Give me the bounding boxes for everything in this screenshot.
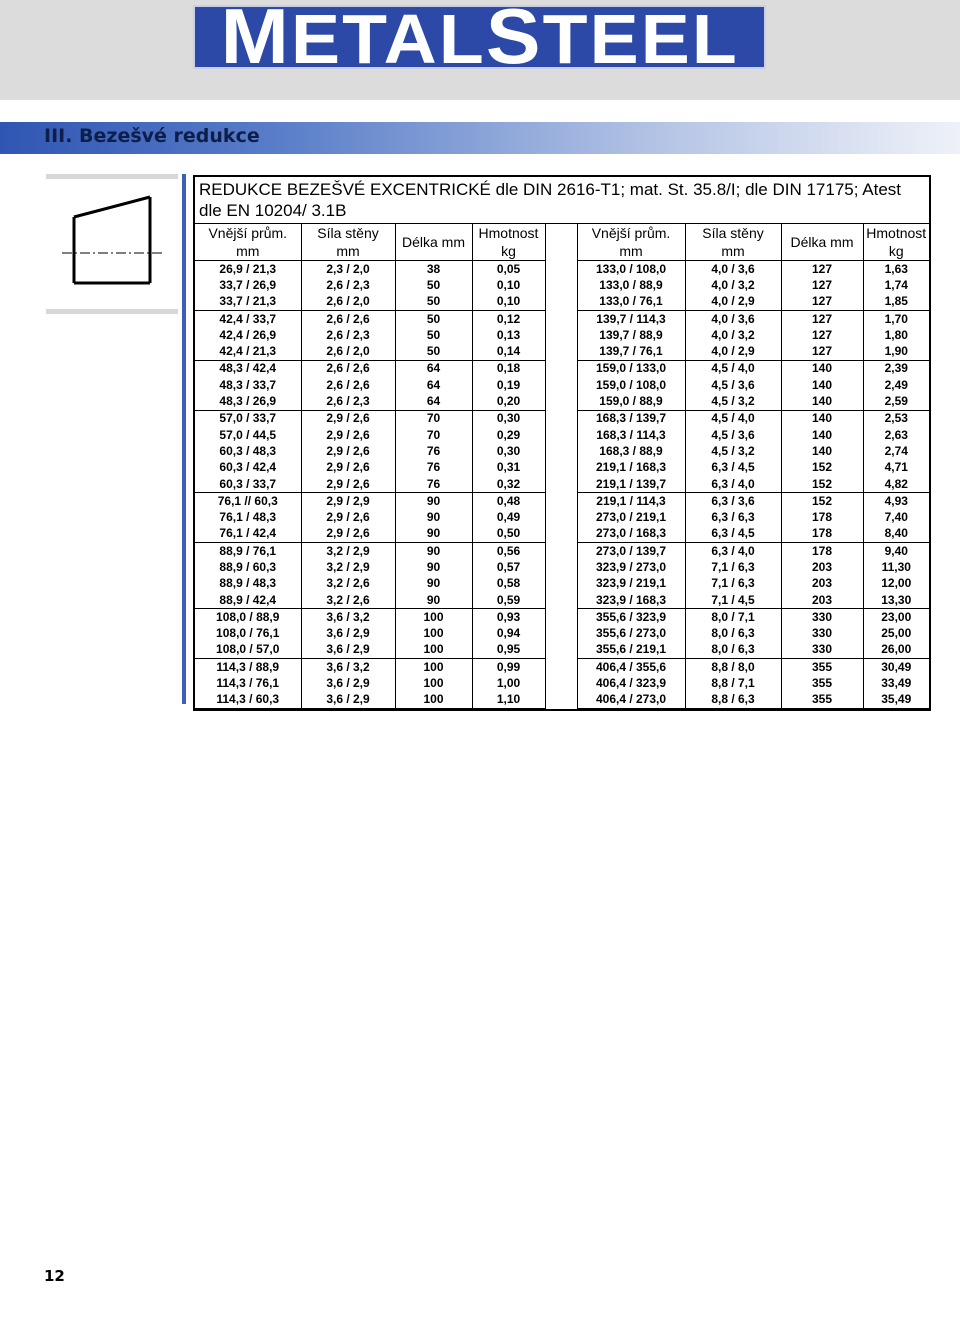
header-unit: mm [685,242,781,261]
table-cell: 2,6 / 2,0 [301,343,395,360]
eccentric-reducer-drawing [62,195,162,290]
table-cell: 3,6 / 3,2 [301,609,395,626]
table-cell: 4,5 / 3,2 [685,393,781,410]
table-cell: 152 [781,476,863,493]
table-cell: 50 [395,294,472,311]
table-cell: 100 [395,659,472,676]
table-cell: 4,0 / 2,9 [685,294,781,311]
table-cell: 2,74 [863,443,929,459]
table-cell: 3,6 / 2,9 [301,675,395,691]
table-cell: 152 [781,460,863,476]
table-cell: 2,9 / 2,6 [301,410,395,427]
table-cell: 26,9 / 21,3 [219,261,277,276]
table-cell: 2,6 / 2,3 [301,393,395,410]
table-cell: 0,18 [472,360,545,377]
table-cell: 8,0 / 7,1 [685,609,781,626]
table-cell: 0,19 [472,377,545,393]
table-cell: 50 [395,277,472,293]
table-cell: 2,49 [863,377,929,393]
column-gap [545,294,577,311]
table-cell: 0,12 [472,310,545,327]
table-cell: 90 [395,592,472,609]
metalsteel-logo [193,0,766,80]
table-cell: 90 [395,543,472,560]
table-cell: 13,30 [863,592,929,609]
table-row [195,509,929,525]
table-cell: 12,00 [863,576,929,592]
table-cell: 108,0 / 57,0 [195,642,301,659]
table-cell: 108,0 / 76,1 [216,626,280,641]
table-cell: 100 [395,675,472,691]
table-cell: 2,6 / 2,6 [301,310,395,327]
table-cell: 219,1 / 139,7 [577,476,685,493]
table-cell: 100 [395,692,472,709]
table-cell: 48,3 / 42,4 [219,361,277,376]
table-cell: 0,58 [472,576,545,592]
table-cell: 140 [781,360,863,377]
table-cell: 203 [781,559,863,575]
table-cell: 3,6 / 3,2 [301,659,395,676]
table-cell: 2,59 [863,393,929,410]
table-cell: 90 [395,493,472,510]
table-cell: 139,7 / 114,3 [596,311,666,326]
accent-line [182,174,186,704]
table-cell: 219,1 / 168,3 [595,460,667,475]
table-cell: 140 [781,393,863,410]
header-length: Délka mm [781,224,863,261]
table-cell: 100 [395,642,472,659]
table-cell: 323,9 / 219,1 [595,576,667,591]
column-gap [545,592,577,609]
section-title: III. Bezešvé redukce [44,125,260,147]
header-unit: kg [472,242,545,261]
table-cell: 273,0 / 219,1 [595,510,667,525]
table-cell: 76 [395,443,472,459]
table-row [195,493,929,510]
table-cell: 7,1 / 6,3 [685,576,781,592]
table-cell: 1,74 [863,277,929,293]
table-cell: 127 [781,310,863,327]
table-row [195,343,929,360]
table-row [195,360,929,377]
table-cell: 9,40 [863,543,929,560]
table-row [195,692,929,709]
table-cell: 406,4 / 355,6 [595,659,667,674]
table-cell: 140 [781,410,863,427]
table-cell: 0,05 [472,261,545,278]
table-cell: 178 [781,509,863,525]
table-cell: 7,40 [863,509,929,525]
table-row [195,460,929,476]
column-gap [545,224,577,261]
table-cell: 100 [395,609,472,626]
table-cell: 57,0 / 44,5 [219,427,277,442]
table-cell: 273,0 / 168,3 [577,526,685,543]
table-cell: 114,3 / 60,3 [195,692,301,709]
table-cell: 33,7 / 26,9 [219,277,277,292]
table-cell: 64 [395,377,472,393]
column-gap [545,626,577,642]
table-cell: 2,9 / 2,6 [301,460,395,476]
table-cell: 203 [781,576,863,592]
table-cell: 2,9 / 2,6 [301,509,395,525]
table-cell: 178 [781,526,863,543]
table-cell: 114,3 / 76,1 [216,676,280,691]
table-cell: 140 [781,443,863,459]
table-cell: 1,63 [863,261,929,278]
table-cell: 25,00 [863,626,929,642]
table-cell: 8,8 / 8,0 [685,659,781,676]
table-row [195,261,929,278]
header-unit: mm [301,242,395,261]
table-cell: 0,20 [472,393,545,410]
header-unit: mm [195,242,301,261]
table-cell: 0,48 [472,493,545,510]
table-cell: 140 [781,427,863,443]
table-cell: 3,2 / 2,9 [301,559,395,575]
table-cell: 0,32 [472,476,545,493]
table-row [195,476,929,493]
table-cell: 0,50 [472,526,545,543]
table-row [195,626,929,642]
table-title: REDUKCE BEZEŠVÉ EXCENTRICKÉ dle DIN 2616-T1; mat. St. 35.8/I; dle DIN 17175; Atest dle EN 10204/ 3.1B [195,177,929,224]
table-cell: 70 [395,410,472,427]
table-row [195,310,929,327]
table-cell: 0,93 [472,609,545,626]
table-cell: 2,3 / 2,0 [301,261,395,278]
table-cell: 330 [781,626,863,642]
table-cell: 2,6 / 2,3 [301,277,395,293]
table-cell: 60,3 / 42,4 [219,460,277,475]
table-cell: 127 [781,261,863,278]
table-cell: 64 [395,360,472,377]
table-cell: 8,8 / 7,1 [685,675,781,691]
table-cell: 88,9 / 42,4 [195,592,301,609]
table-cell: 11,30 [863,559,929,575]
table-row [195,427,929,443]
column-gap [545,443,577,459]
column-gap [545,277,577,293]
table-cell: 1,85 [863,294,929,311]
table-cell: 127 [781,343,863,360]
table-cell: 76,1 // 60,3 [217,493,278,508]
table-cell: 159,0 / 133,0 [595,361,667,376]
table-cell: 76,1 / 42,4 [195,526,301,543]
table-cell: 6,3 / 4,5 [685,526,781,543]
header-weight: Hmotnost [472,224,545,242]
table-cell: 2,6 / 2,0 [301,294,395,311]
table-cell: 4,82 [863,476,929,493]
table-row [195,294,929,311]
table-cell: 159,0 / 88,9 [577,393,685,410]
table-row [195,642,929,659]
table-cell: 48,3 / 33,7 [219,377,277,392]
table-cell: 100 [395,626,472,642]
table-cell: 76 [395,460,472,476]
table-cell: 168,3 / 114,3 [596,427,666,442]
table-cell: 88,9 / 48,3 [219,576,277,591]
table-cell: 140 [781,377,863,393]
table-cell: 8,0 / 6,3 [685,626,781,642]
table-cell: 33,49 [863,675,929,691]
divider-bottom [46,309,178,314]
table-cell: 406,4 / 273,0 [577,692,685,709]
table-cell: 4,0 / 3,6 [685,261,781,278]
table-cell: 0,30 [472,443,545,459]
table-cell: 50 [395,327,472,343]
reducer-table [193,175,931,711]
table-cell: 1,10 [472,692,545,709]
data-table [195,224,929,709]
table-row [195,659,929,676]
table-cell: 3,2 / 2,6 [301,576,395,592]
header-weight: Hmotnost [863,224,929,242]
table-cell: 355,6 / 323,9 [595,609,667,624]
table-cell: 127 [781,327,863,343]
table-cell: 3,6 / 2,9 [301,692,395,709]
table-cell: 139,7 / 88,9 [599,327,663,342]
table-cell: 323,9 / 273,0 [595,559,667,574]
table-cell: 57,0 / 33,7 [219,411,277,426]
column-gap [545,642,577,659]
table-row [195,377,929,393]
table-cell: 0,57 [472,559,545,575]
table-cell: 4,71 [863,460,929,476]
table-cell: 0,30 [472,410,545,427]
table-cell: 4,5 / 3,6 [685,427,781,443]
table-cell: 0,59 [472,592,545,609]
header-wall-thickness: Síla stěny [685,224,781,242]
table-cell: 6,3 / 6,3 [685,509,781,525]
column-gap [545,493,577,510]
table-row [195,443,929,459]
table-cell: 42,4 / 33,7 [219,311,277,326]
table-cell: 35,49 [863,692,929,709]
header-outer-diameter: Vnější prům. [591,224,671,241]
table-cell: 108,0 / 88,9 [216,609,280,624]
table-body [195,261,929,709]
column-gap [545,692,577,709]
column-gap [545,327,577,343]
logo-text: METALSTEEL [220,0,739,80]
table-cell: 355 [781,659,863,676]
table-cell: 159,0 / 108,0 [595,377,667,392]
table-cell: 355 [781,692,863,709]
column-gap [545,675,577,691]
table-row [195,543,929,560]
table-cell: 42,4 / 21,3 [195,343,301,360]
table-cell: 355,6 / 273,0 [595,626,667,641]
table-cell: 76 [395,476,472,493]
table-cell: 406,4 / 323,9 [595,676,667,691]
column-gap [545,410,577,427]
column-gap [545,427,577,443]
table-cell: 50 [395,343,472,360]
table-cell: 0,49 [472,509,545,525]
table-cell: 2,6 / 2,3 [301,327,395,343]
table-cell: 127 [781,294,863,311]
table-cell: 139,7 / 76,1 [577,343,685,360]
table-cell: 64 [395,393,472,410]
table-cell: 330 [781,609,863,626]
table-cell: 1,00 [472,675,545,691]
table-cell: 4,5 / 3,6 [685,377,781,393]
table-cell: 76,1 / 48,3 [219,510,277,525]
column-gap [545,559,577,575]
table-cell: 0,31 [472,460,545,476]
table-cell: 4,5 / 4,0 [685,410,781,427]
table-cell: 168,3 / 139,7 [595,411,667,426]
table-cell: 168,3 / 88,9 [599,443,663,458]
table-row [195,576,929,592]
header-unit: kg [863,242,929,261]
table-cell: 2,63 [863,427,929,443]
table-cell: 0,10 [472,277,545,293]
column-gap [545,476,577,493]
table-cell: 8,0 / 6,3 [685,642,781,659]
table-cell: 0,14 [472,343,545,360]
table-cell: 48,3 / 26,9 [195,393,301,410]
table-cell: 6,3 / 4,5 [685,460,781,476]
table-cell: 0,95 [472,642,545,659]
table-cell: 88,9 / 60,3 [219,559,277,574]
table-cell: 4,0 / 3,2 [685,277,781,293]
table-cell: 3,6 / 2,9 [301,642,395,659]
table-cell: 2,9 / 2,6 [301,526,395,543]
table-cell: 323,9 / 168,3 [577,592,685,609]
table-cell: 2,6 / 2,6 [301,360,395,377]
column-gap [545,526,577,543]
table-cell: 133,0 / 76,1 [577,294,685,311]
table-cell: 38 [395,261,472,278]
column-gap [545,393,577,410]
table-cell: 0,56 [472,543,545,560]
table-cell: 33,7 / 21,3 [195,294,301,311]
table-cell: 30,49 [863,659,929,676]
table-row [195,609,929,626]
table-cell: 1,90 [863,343,929,360]
table-cell: 1,70 [863,310,929,327]
table-cell: 4,0 / 2,9 [685,343,781,360]
table-cell: 1,80 [863,327,929,343]
table-cell: 219,1 / 114,3 [596,493,666,508]
table-cell: 7,1 / 4,5 [685,592,781,609]
table-cell: 0,94 [472,626,545,642]
table-cell: 0,10 [472,294,545,311]
table-cell: 330 [781,642,863,659]
column-gap [545,509,577,525]
table-cell: 2,6 / 2,6 [301,377,395,393]
table-cell: 4,5 / 3,2 [685,443,781,459]
column-gap [545,310,577,327]
table-cell: 203 [781,592,863,609]
table-cell: 6,3 / 4,0 [685,543,781,560]
table-cell: 3,6 / 2,9 [301,626,395,642]
table-cell: 114,3 / 88,9 [216,659,280,674]
table-cell: 60,3 / 48,3 [219,443,277,458]
table-cell: 0,29 [472,427,545,443]
table-cell: 133,0 / 88,9 [599,277,663,292]
table-cell: 42,4 / 26,9 [219,327,277,342]
table-cell: 355,6 / 219,1 [577,642,685,659]
divider-top [46,174,178,179]
table-cell: 178 [781,543,863,560]
table-cell: 152 [781,493,863,510]
table-row [195,393,929,410]
table-row [195,277,929,293]
table-cell: 90 [395,526,472,543]
page-number: 12 [44,1267,65,1285]
table-row [195,526,929,543]
table-cell: 8,8 / 6,3 [685,692,781,709]
header-length: Délka mm [395,224,472,261]
table-cell: 2,53 [863,410,929,427]
column-gap [545,659,577,676]
table-cell: 90 [395,576,472,592]
table-cell: 26,00 [863,642,929,659]
table-cell: 355 [781,675,863,691]
table-cell: 60,3 / 33,7 [195,476,301,493]
column-gap [545,460,577,476]
table-cell: 3,2 / 2,6 [301,592,395,609]
table-cell: 70 [395,427,472,443]
section-bar [0,122,960,154]
table-cell: 2,39 [863,360,929,377]
table-cell: 2,9 / 2,6 [301,476,395,493]
table-cell: 4,0 / 3,6 [685,310,781,327]
table-cell: 273,0 / 139,7 [595,543,667,558]
table-cell: 0,99 [472,659,545,676]
column-gap [545,609,577,626]
column-gap [545,343,577,360]
table-cell: 4,93 [863,493,929,510]
table-cell: 7,1 / 6,3 [685,559,781,575]
column-gap [545,261,577,278]
table-cell: 2,9 / 2,6 [301,427,395,443]
table-row [195,327,929,343]
table-cell: 3,2 / 2,9 [301,543,395,560]
header-wall-thickness: Síla stěny [301,224,395,242]
table-cell: 90 [395,509,472,525]
table-cell: 8,40 [863,526,929,543]
table-cell: 0,13 [472,327,545,343]
column-gap [545,543,577,560]
header-row [195,224,929,242]
table-row [195,410,929,427]
table-cell: 4,0 / 3,2 [685,327,781,343]
column-gap [545,576,577,592]
column-gap [545,377,577,393]
table-cell: 6,3 / 3,6 [685,493,781,510]
table-cell: 2,9 / 2,6 [301,443,395,459]
table-cell: 127 [781,277,863,293]
table-row [195,592,929,609]
table-cell: 23,00 [863,609,929,626]
table-row [195,675,929,691]
table-cell: 88,9 / 76,1 [219,543,277,558]
table-cell: 50 [395,310,472,327]
header-outer-diameter: Vnější prům. [208,224,288,241]
table-cell: 6,3 / 4,0 [685,476,781,493]
table-cell: 90 [395,559,472,575]
table-cell: 2,9 / 2,9 [301,493,395,510]
table-row [195,559,929,575]
table-cell: 133,0 / 108,0 [595,261,667,276]
column-gap [545,360,577,377]
table-cell: 4,5 / 4,0 [685,360,781,377]
header-unit: mm [577,242,685,261]
